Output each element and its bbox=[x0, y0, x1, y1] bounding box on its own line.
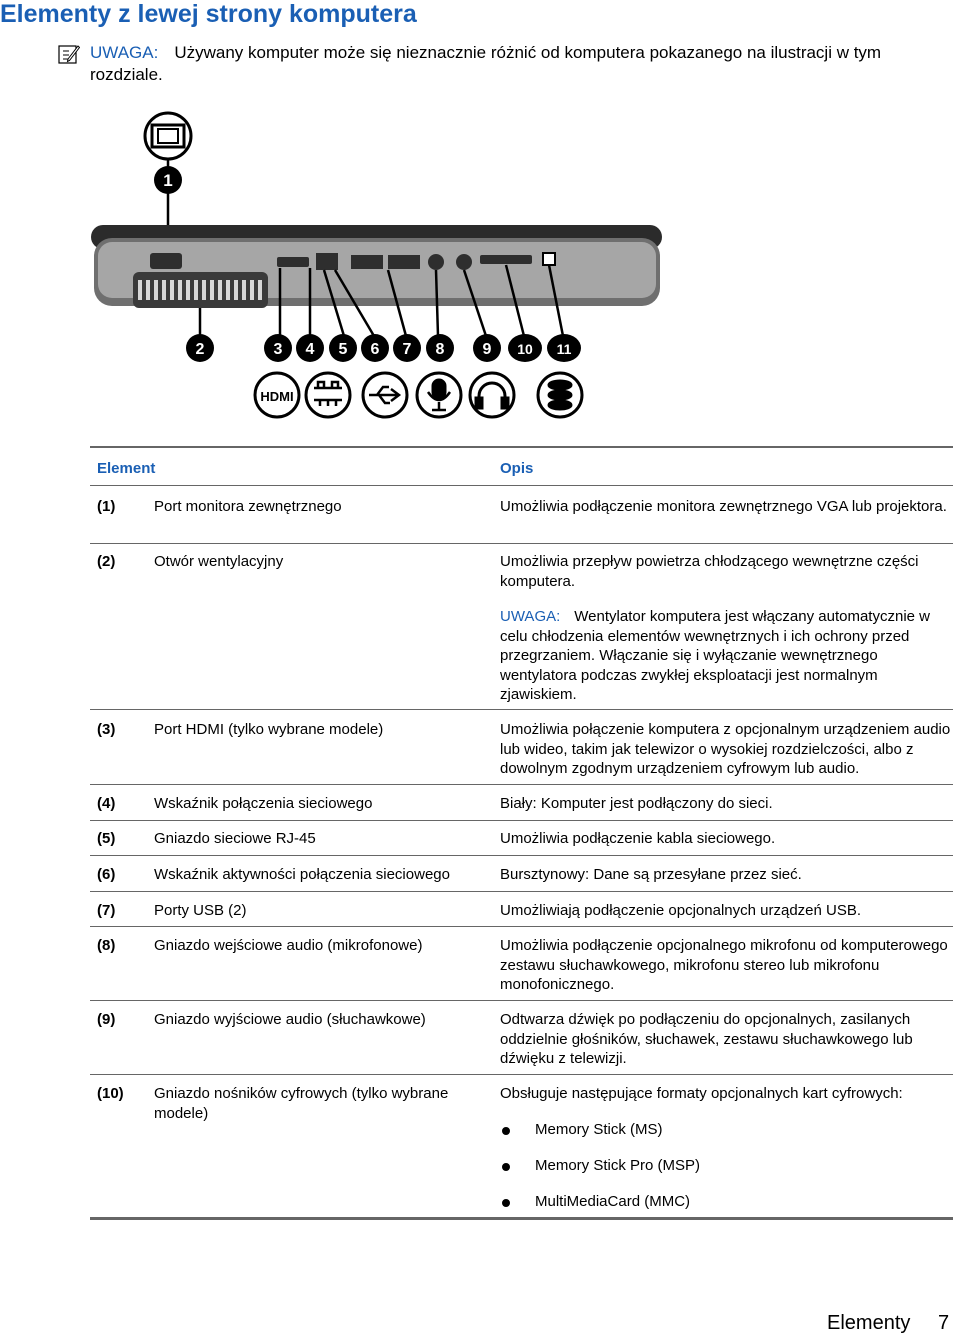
left-side-illustration bbox=[88, 110, 672, 425]
row-element: Porty USB (2) bbox=[154, 902, 247, 919]
callout-3-label: 3 bbox=[273, 341, 283, 358]
bullet-icon bbox=[502, 1199, 510, 1207]
row-element: Gniazdo wyjściowe audio (słuchawkowe) bbox=[154, 1011, 426, 1028]
row-divider bbox=[90, 820, 953, 821]
row-divider bbox=[90, 784, 953, 785]
callout-1-label: 1 bbox=[163, 171, 173, 190]
row-note bbox=[500, 607, 952, 705]
callout-6-label: 6 bbox=[370, 341, 380, 358]
row-description: Bursztynowy: Dane są przesyłane przez sieć. bbox=[500, 866, 802, 883]
row-divider bbox=[90, 891, 953, 892]
table-bottom-rule bbox=[90, 1217, 953, 1220]
row-number: (3) bbox=[97, 721, 116, 738]
callout-3 bbox=[264, 334, 292, 362]
row-number: (4) bbox=[97, 795, 116, 812]
callout-5-label: 5 bbox=[338, 341, 348, 358]
row-number: (10) bbox=[97, 1085, 124, 1102]
list-item-text: Memory Stick (MS) bbox=[535, 1121, 663, 1138]
callout-9-label: 9 bbox=[482, 341, 492, 358]
svg-text:HDMI: HDMI bbox=[260, 389, 294, 404]
callout-9 bbox=[473, 334, 501, 362]
row-divider bbox=[90, 543, 953, 544]
network-icon bbox=[306, 373, 350, 417]
callout-1 bbox=[154, 166, 182, 194]
callout-11 bbox=[547, 334, 581, 362]
list-item-text: MultiMediaCard (MMC) bbox=[535, 1193, 691, 1210]
row-number: (9) bbox=[97, 1011, 116, 1028]
row-divider bbox=[90, 709, 953, 710]
row-description: Umożliwia podłączenie opcjonalnego mikrofonu od komputerowego zestawu słuchawkowego, mikrofonu stereo lub mikrofonu monofonicznego. bbox=[500, 937, 948, 993]
microphone-icon bbox=[417, 373, 461, 417]
callout-10-label: 10 bbox=[517, 341, 533, 357]
callout-6 bbox=[361, 334, 389, 362]
row-number: (1) bbox=[97, 498, 116, 515]
callout-2-label: 2 bbox=[195, 341, 205, 358]
footer-section: Elementy bbox=[827, 1312, 911, 1334]
row-description: Umożliwia przepływ powietrza chłodzącego wewnętrzne części komputera. bbox=[500, 553, 919, 590]
callout-7 bbox=[393, 334, 421, 362]
row-note-label: UWAGA: bbox=[500, 608, 561, 625]
row-description: Umożliwiają podłączenie opcjonalnych urządzeń USB. bbox=[500, 902, 862, 919]
row-number: (5) bbox=[97, 830, 116, 847]
note-pencil-icon bbox=[58, 43, 80, 65]
memory-card-icon bbox=[538, 373, 582, 417]
row-description: Umożliwia podłączenie kabla sieciowego. bbox=[500, 830, 776, 847]
row-description: Umożliwia połączenie komputera z opcjonalnym urządzeniem audio lub wideo, takim jak telewizor o wysokiej rozdzielczości, albo z dowolnym zgodnym urządzeniem cyfrowym lub audio. bbox=[500, 721, 951, 777]
row-element: Wskaźnik aktywności połączenia sieciowego bbox=[154, 866, 450, 883]
row-element: Gniazdo nośników cyfrowych (tylko wybrane modele) bbox=[154, 1085, 449, 1122]
monitor-icon bbox=[145, 113, 191, 159]
row-number: (7) bbox=[97, 902, 116, 919]
row-number: (8) bbox=[97, 937, 116, 954]
list-item-text: Memory Stick Pro (MSP) bbox=[535, 1157, 701, 1174]
bullet-icon bbox=[502, 1163, 510, 1171]
row-description: Umożliwia podłączenie monitora zewnętrznego VGA lub projektora. bbox=[500, 498, 947, 515]
callout-8 bbox=[426, 334, 454, 362]
row-element: Otwór wentylacyjny bbox=[154, 553, 284, 570]
row-element: Port monitora zewnętrznego bbox=[154, 498, 342, 515]
callout-2 bbox=[186, 334, 214, 362]
callout-10 bbox=[508, 334, 542, 362]
row-description: Biały: Komputer jest podłączony do sieci. bbox=[500, 795, 773, 812]
callout-11-label: 11 bbox=[556, 341, 572, 357]
note-text: Używany komputer może się nieznacznie różnić od komputera pokazanego na ilustracji w tym rozdziale. bbox=[90, 43, 882, 84]
row-element: Gniazdo sieciowe RJ-45 bbox=[154, 830, 316, 847]
row-element: Wskaźnik połączenia sieciowego bbox=[154, 795, 373, 812]
row-divider bbox=[90, 1074, 953, 1075]
row-description: Obsługuje następujące formaty opcjonalnych kart cyfrowych: bbox=[500, 1085, 903, 1102]
table-header-description: Opis bbox=[500, 460, 534, 477]
note-label: UWAGA: bbox=[90, 43, 159, 62]
hdmi-icon bbox=[255, 373, 299, 417]
callout-7-label: 7 bbox=[402, 341, 412, 358]
table-header-element: Element bbox=[97, 460, 156, 477]
bullet-icon bbox=[502, 1127, 510, 1135]
callout-4-label: 4 bbox=[305, 341, 315, 358]
row-element: Port HDMI (tylko wybrane modele) bbox=[154, 721, 384, 738]
row-number: (6) bbox=[97, 866, 116, 883]
row-note-text: Wentylator komputera jest włączany automatycznie w celu chłodzenia elementów wewnętrznych i ich ochrony przed przegrzaniem. Włączanie się i wyłączanie wewnętrznego wentylatora podczas zwykłej eksploatacji jest normalnym zjawiskiem. bbox=[500, 608, 930, 703]
table-header-rule bbox=[90, 485, 953, 486]
row-description: Odtwarza dźwięk po podłączeniu do opcjonalnych, zasilanych oddzielnie głośników, słuchawek, zestawu słuchawkowego lub dźwięku z telewizji. bbox=[500, 1011, 913, 1067]
headphones-icon bbox=[470, 373, 514, 417]
callout-5 bbox=[329, 334, 357, 362]
table-top-rule bbox=[90, 446, 953, 448]
page-title: Elementy z lewej strony komputera bbox=[0, 0, 417, 28]
row-element: Gniazdo wejściowe audio (mikrofonowe) bbox=[154, 937, 423, 954]
row-divider bbox=[90, 855, 953, 856]
usb-icon bbox=[363, 373, 407, 417]
callout-8-label: 8 bbox=[435, 341, 445, 358]
row-number: (2) bbox=[97, 553, 116, 570]
page-number: 7 bbox=[938, 1312, 950, 1334]
callout-4 bbox=[296, 334, 324, 362]
row-divider bbox=[90, 1000, 953, 1001]
row-divider bbox=[90, 926, 953, 927]
